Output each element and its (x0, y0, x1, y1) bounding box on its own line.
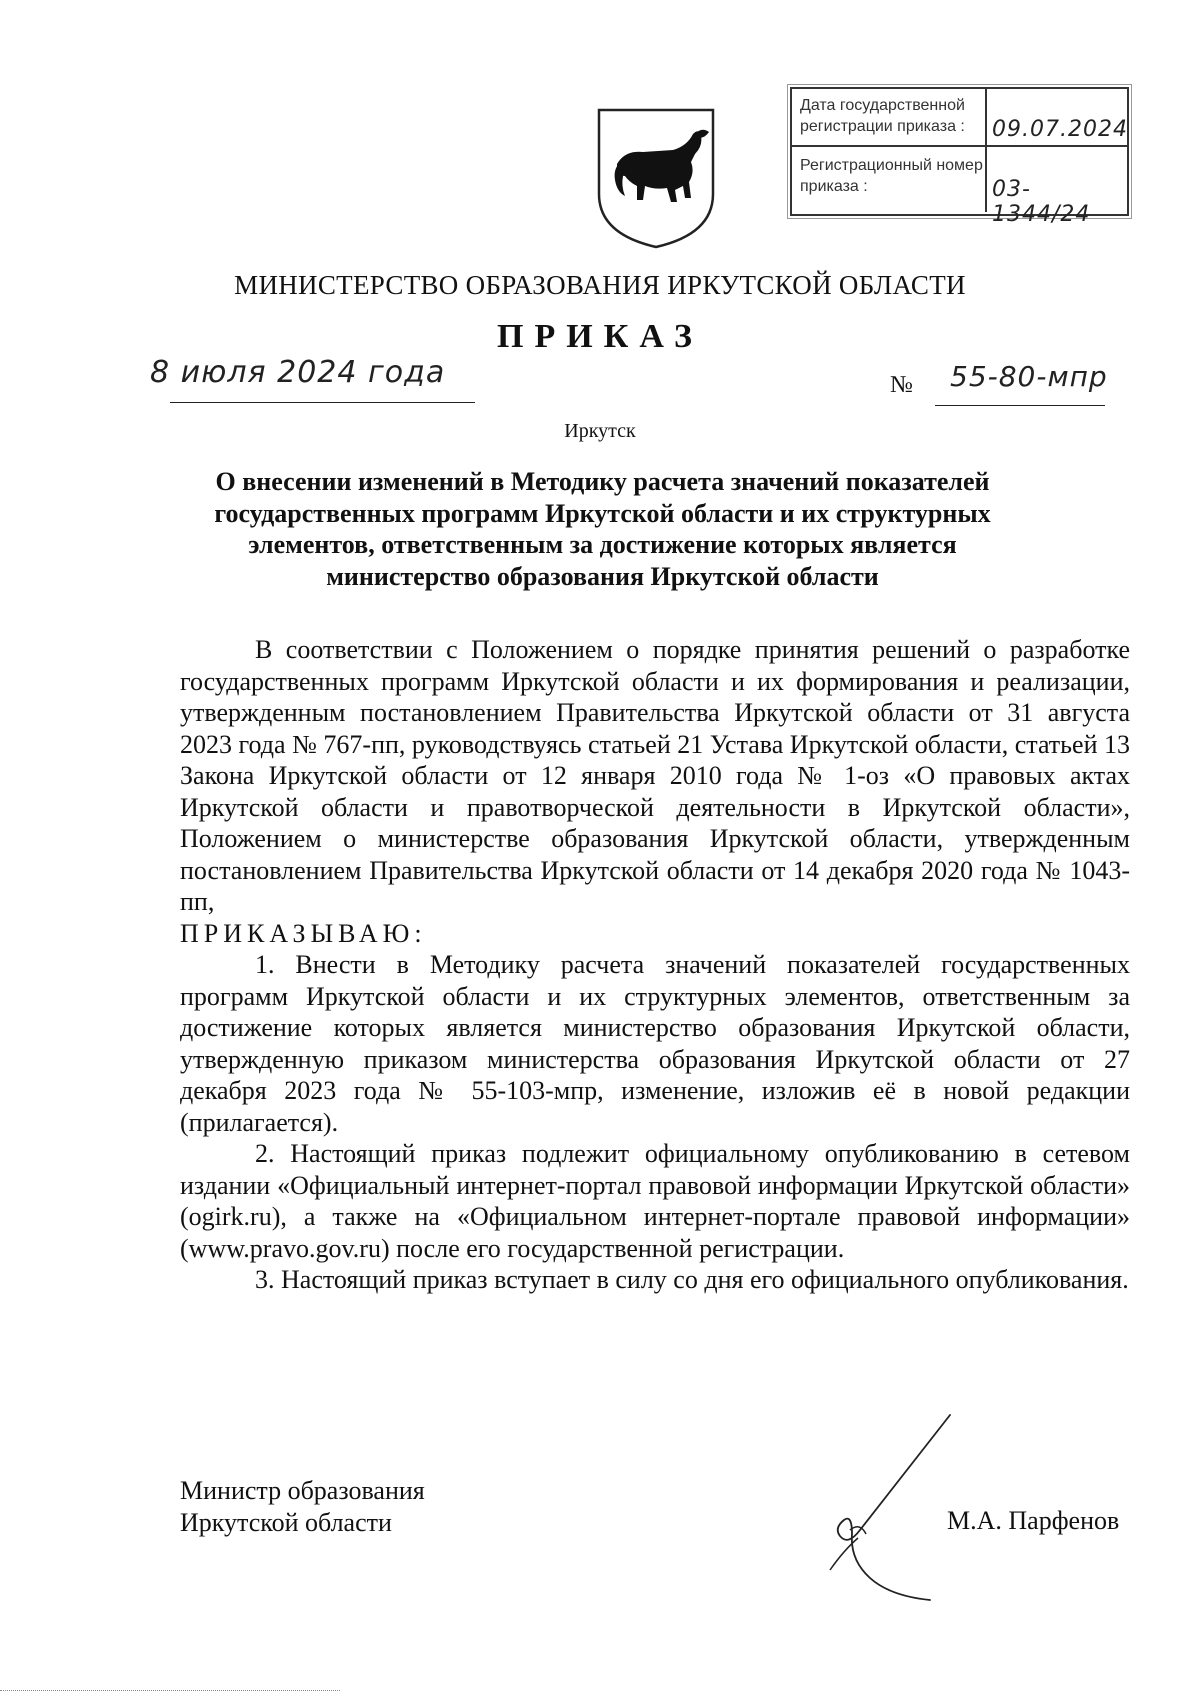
order-item-1: 1. Внести в Методику расчета значений показателей государственных программ Иркутской области и их структурных элементов, ответственным за достижение которых является министерство образования Иркутской области, утвержденную приказом министерства образования Иркутской области от 27 декабря 2023 года № 55-103-мпр, изменение, изложив её в новой редакции (прилагается). (180, 950, 1130, 1137)
number-underline (935, 405, 1105, 406)
document-type-title: ПРИКАЗ (497, 318, 703, 355)
signatory-title (180, 1475, 425, 1539)
city-name: Иркутск (564, 420, 636, 442)
coat-of-arms-emblem (595, 106, 717, 250)
preamble-paragraph: В соответствии с Положением о порядке принятия решений о разработке государственных программ Иркутской области и их формирования и реализации, утвержденным постановлением Правительства Иркутской области от 31 августа 2023 года № 767-пп, руководствуясь статьей 21 Устава Иркутской области, статьей 13 Закона Иркутской области от 12 января 2010 года № 1-оз «О правовых актах Иркутской области и правотворческой деятельности в Иркутской области», Положением о министерстве образования Иркутской области, утвержденным постановлением Правительства Иркутской области от 14 декабря 2020 года № 1043-пп, (180, 635, 1130, 916)
registration-date-value: 09.07.2024 (992, 117, 1128, 142)
registration-date-label: Дата государственной регистрации приказа : (800, 97, 965, 135)
registration-number-label: Регистрационный номер приказа : (800, 157, 983, 195)
registration-number-value: 03-1344/24 (992, 177, 1091, 227)
ministry-name: МИНИСТЕРСТВО ОБРАЗОВАНИЯ ИРКУТСКОЙ ОБЛАСТИ (234, 270, 966, 300)
date-underline (170, 402, 475, 403)
order-item-2: 2. Настоящий приказ подлежит официальному опубликованию в сетевом издании «Официальный интернет-портал правовой информации Иркутской области» (ogirk.ru), а также на «Официальном интернет-портале правовой информации» (www.pravo.gov.ru) после его государственной регистрации. (180, 1139, 1130, 1263)
registration-date-row (792, 89, 1127, 147)
handwritten-signature (800, 1410, 970, 1610)
signatory-title-line1: Министр образования (180, 1476, 425, 1505)
order-body (180, 634, 1130, 1296)
order-number-handwritten: 55-80-мпр (950, 360, 1108, 393)
signatory-name: М.А. Парфенов (947, 1506, 1120, 1535)
order-item-3: 3. Настоящий приказ вступает в силу со дня его официального опубликования. (255, 1265, 1129, 1294)
order-number-label: № (890, 372, 913, 398)
registration-number-row (792, 147, 1127, 227)
order-heading: О внесении изменений в Методику расчета значений показателей государственных программ Иркутской области и их структурных элементов, ответственным за достижение которых является министерство образования Иркутской области (214, 467, 991, 591)
order-word: ПРИКАЗЫВАЮ: (180, 918, 427, 948)
signatory-title-line2: Иркутской области (180, 1508, 392, 1537)
order-date-handwritten: 8 июля 2024 года (150, 355, 446, 390)
page-edge-line (0, 1690, 340, 1691)
registration-stamp (790, 87, 1129, 227)
